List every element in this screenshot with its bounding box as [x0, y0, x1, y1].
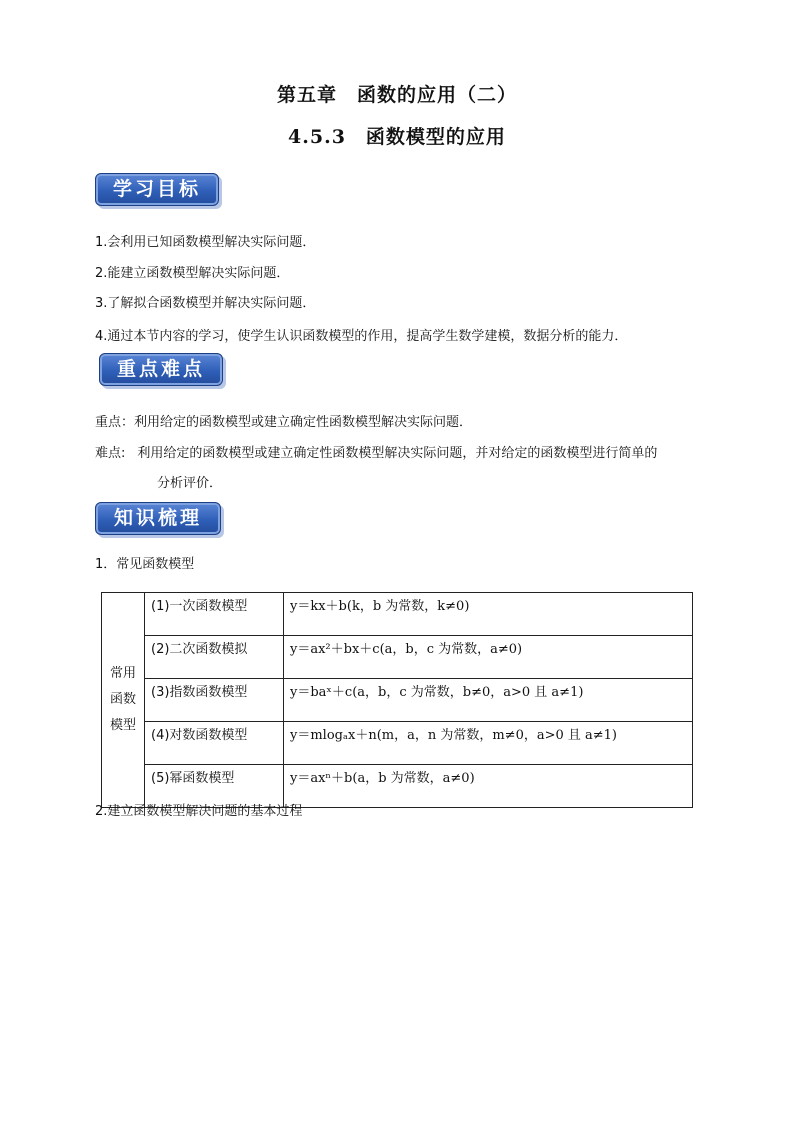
knowledge-banner: 知识梳理	[95, 502, 221, 535]
section-title: 4.5.3 函数模型的应用	[288, 126, 506, 148]
model-name: (3)指数函数模型	[145, 679, 284, 722]
focus-text: 利用给定的函数模型或建立确定性函数模型解决实际问题．	[134, 415, 473, 430]
models-heading: 1．常见函数模型	[95, 557, 195, 572]
focus-line	[95, 411, 472, 430]
table-row	[102, 722, 693, 765]
model-formula: y＝ax²＋bx＋c(a，b，c 为常数，a≠0)	[284, 636, 693, 679]
key-points-banner: 重点难点	[99, 353, 223, 386]
model-name: (4)对数函数模型	[145, 722, 284, 765]
goal-item: 1.会利用已知函数模型解决实际问题．	[95, 235, 316, 250]
goal-item: 2.能建立函数模型解决实际问题．	[95, 266, 290, 281]
model-formula: y＝mlogₐx＋n(m，a，n 为常数，m≠0，a>0 且 a≠1)	[284, 722, 693, 765]
learning-goals-banner: 学习目标	[95, 173, 219, 206]
model-formula: y＝baˣ＋c(a，b，c 为常数，b≠0，a>0 且 a≠1)	[284, 679, 693, 722]
goal-item: 3.了解拟合函数模型并解决实际问题．	[95, 296, 316, 311]
difficulty-text: 利用给定的函数模型或建立确定性函数模型解决实际问题，并对给定的函数模型进行简单的	[137, 446, 658, 461]
table-row	[102, 593, 693, 636]
goal-item: 4.通过本节内容的学习，使学生认识函数模型的作用，提高学生数学建模，数据分析的能力．	[95, 329, 628, 344]
chapter-title: 第五章 函数的应用（二）	[276, 84, 517, 106]
difficulty-label: 难点:	[95, 446, 126, 461]
model-formula: y＝kx＋b(k，b 为常数，k≠0)	[284, 593, 693, 636]
table-row	[102, 679, 693, 722]
function-models-table	[101, 592, 693, 808]
model-name: (2)二次函数模拟	[145, 636, 284, 679]
model-name: (5)幂函数模型	[145, 765, 284, 808]
model-name: (1)一次函数模型	[145, 593, 284, 636]
table-row	[102, 636, 693, 679]
process-heading: 2.建立函数模型解决问题的基本过程	[95, 804, 303, 819]
focus-label: 重点：	[95, 415, 135, 430]
difficulty-line	[95, 442, 657, 461]
group-label: 常用函数模型	[102, 593, 145, 808]
model-formula: y＝axⁿ＋b(a，b 为常数，a≠0)	[284, 765, 693, 808]
difficulty-continuation: 分析评价．	[157, 476, 223, 491]
